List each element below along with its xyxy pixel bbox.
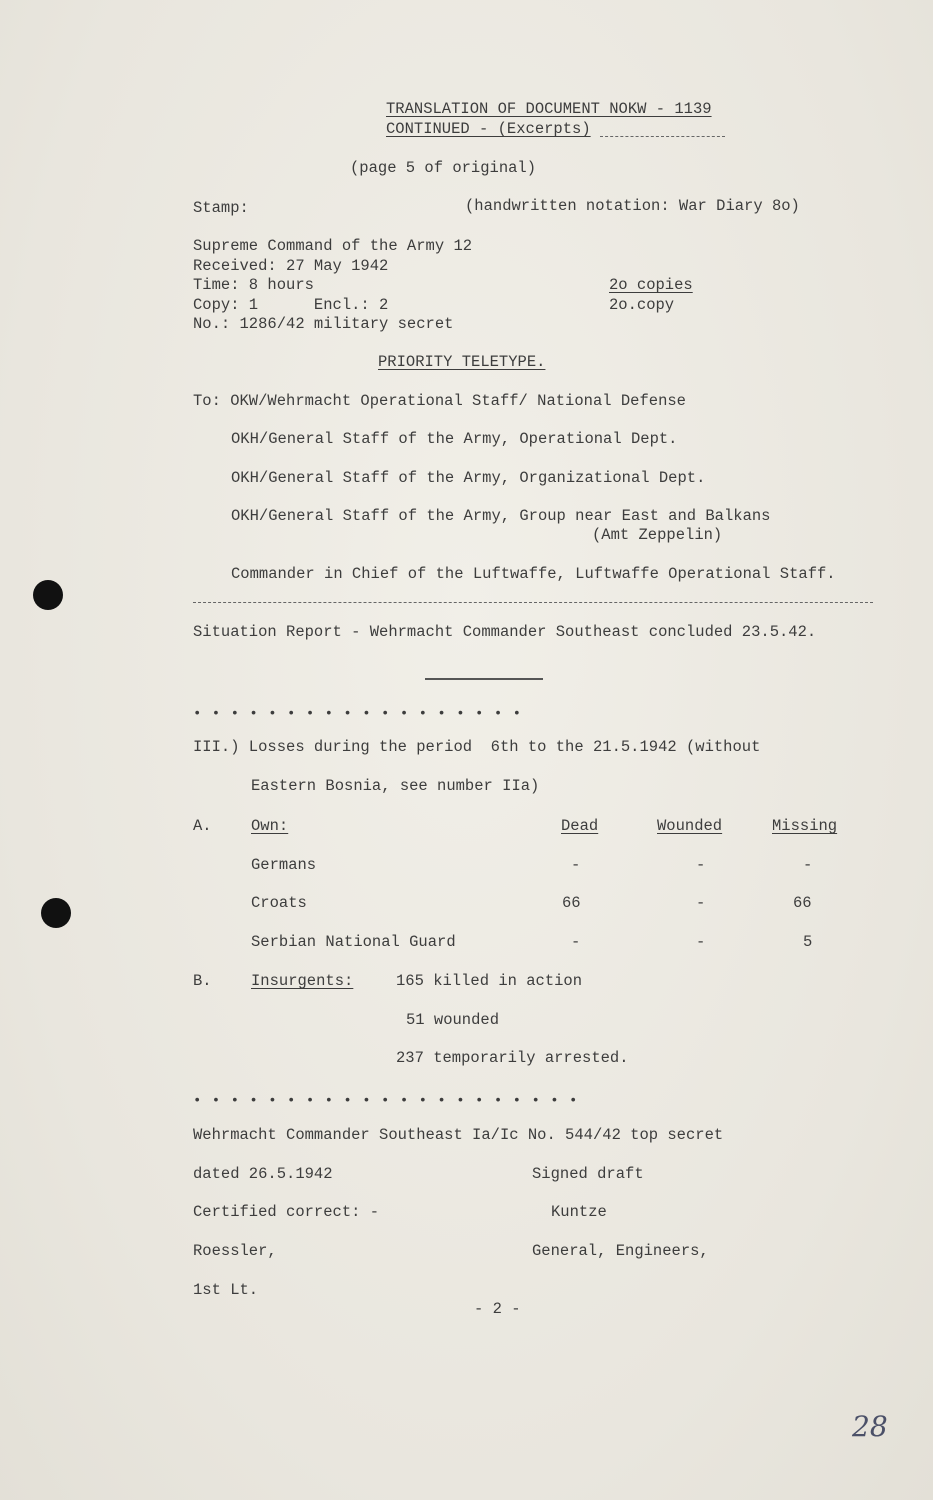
signer-name: Kuntze: [551, 1203, 607, 1221]
table-cell-missing: 5: [803, 933, 813, 951]
reference-line: Wehrmacht Commander Southeast Ia/Ic No. 544/42 top secret: [193, 1126, 724, 1144]
section-a-label: A.: [193, 817, 212, 835]
insurgents-label: Insurgents:: [251, 972, 354, 990]
recipient-item: Commander in Chief of the Luftwaffe, Luftwaffe Operational Staff.: [231, 565, 836, 583]
document-title: TRANSLATION OF DOCUMENT NOKW - 1139: [386, 100, 712, 118]
signer-title: General, Engineers,: [532, 1242, 709, 1260]
table-cell-dead: -: [571, 856, 581, 874]
section-b-label: B.: [193, 972, 212, 990]
losses-heading: III.) Losses during the period 6th to the 21.5.1942 (without: [193, 738, 761, 756]
punch-hole: [41, 898, 71, 928]
stamp-line-command: Supreme Command of the Army 12: [193, 237, 473, 255]
column-header-missing: Missing: [772, 817, 838, 835]
column-header-wounded: Wounded: [657, 817, 723, 835]
insurgents-wounded: 51 wounded: [406, 1011, 500, 1029]
table-cell-missing: 66: [793, 894, 812, 912]
losses-heading-cont: Eastern Bosnia, see number IIa): [251, 777, 540, 795]
own-label: Own:: [251, 817, 289, 835]
table-cell-dead: 66: [562, 894, 581, 912]
punch-hole: [33, 580, 63, 610]
stamp-line-time: Time: 8 hours: [193, 276, 314, 294]
table-cell-wounded: -: [696, 894, 706, 912]
certified-correct: Certified correct: -: [193, 1203, 380, 1221]
table-cell-wounded: -: [696, 933, 706, 951]
recipient-item: OKH/General Staff of the Army, Operational Dept.: [231, 430, 678, 448]
separator-short: [425, 678, 543, 680]
situation-report: Situation Report - Wehrmacht Commander Southeast concluded 23.5.42.: [193, 623, 817, 641]
insurgents-arrested: 237 temporarily arrested.: [396, 1049, 629, 1067]
dot-divider: • • • • • • • • • • • • • • • • • •: [193, 706, 523, 722]
handwritten-page-number: 28: [852, 1410, 888, 1443]
dot-divider: • • • • • • • • • • • • • • • • • • • • •: [193, 1093, 579, 1109]
certifier-name: Roessler,: [193, 1242, 277, 1260]
table-cell-wounded: -: [696, 856, 706, 874]
dated-line: dated 26.5.1942: [193, 1165, 333, 1183]
column-header-dead: Dead: [561, 817, 599, 835]
copies-count: 2o copies: [609, 276, 693, 294]
table-row-label: Croats: [251, 894, 307, 912]
separator-dashed: [193, 602, 873, 603]
teletype-title: PRIORITY TELETYPE.: [378, 353, 546, 371]
stamp-line-copy: Copy: 1 Encl.: 2: [193, 296, 389, 314]
stamp-label: Stamp:: [193, 199, 249, 217]
document-subtitle: CONTINUED - (Excerpts): [386, 120, 591, 138]
stamp-line-number: No.: 1286/42 military secret: [193, 315, 454, 333]
table-row-label: Serbian National Guard: [251, 933, 456, 951]
certifier-rank: 1st Lt.: [193, 1281, 259, 1299]
insurgents-killed: 165 killed in action: [396, 972, 583, 990]
signed-draft: Signed draft: [532, 1165, 644, 1183]
recipient-item-note: (Amt Zeppelin): [592, 526, 723, 544]
page-number: - 2 -: [474, 1300, 521, 1318]
subtitle-underline: [600, 136, 725, 137]
table-cell-dead: -: [571, 933, 581, 951]
page-note: (page 5 of original): [350, 159, 537, 177]
recipient-to: To: OKW/Wehrmacht Operational Staff/ National Defense: [193, 392, 686, 410]
handwritten-notation: (handwritten notation: War Diary 8o): [465, 197, 800, 215]
stamp-line-received: Received: 27 May 1942: [193, 257, 389, 275]
table-row-label: Germans: [251, 856, 317, 874]
table-cell-missing: -: [803, 856, 813, 874]
copy-number: 2o.copy: [609, 296, 675, 314]
recipient-item: OKH/General Staff of the Army, Organizational Dept.: [231, 469, 706, 487]
recipient-item: OKH/General Staff of the Army, Group near East and Balkans: [231, 507, 771, 525]
